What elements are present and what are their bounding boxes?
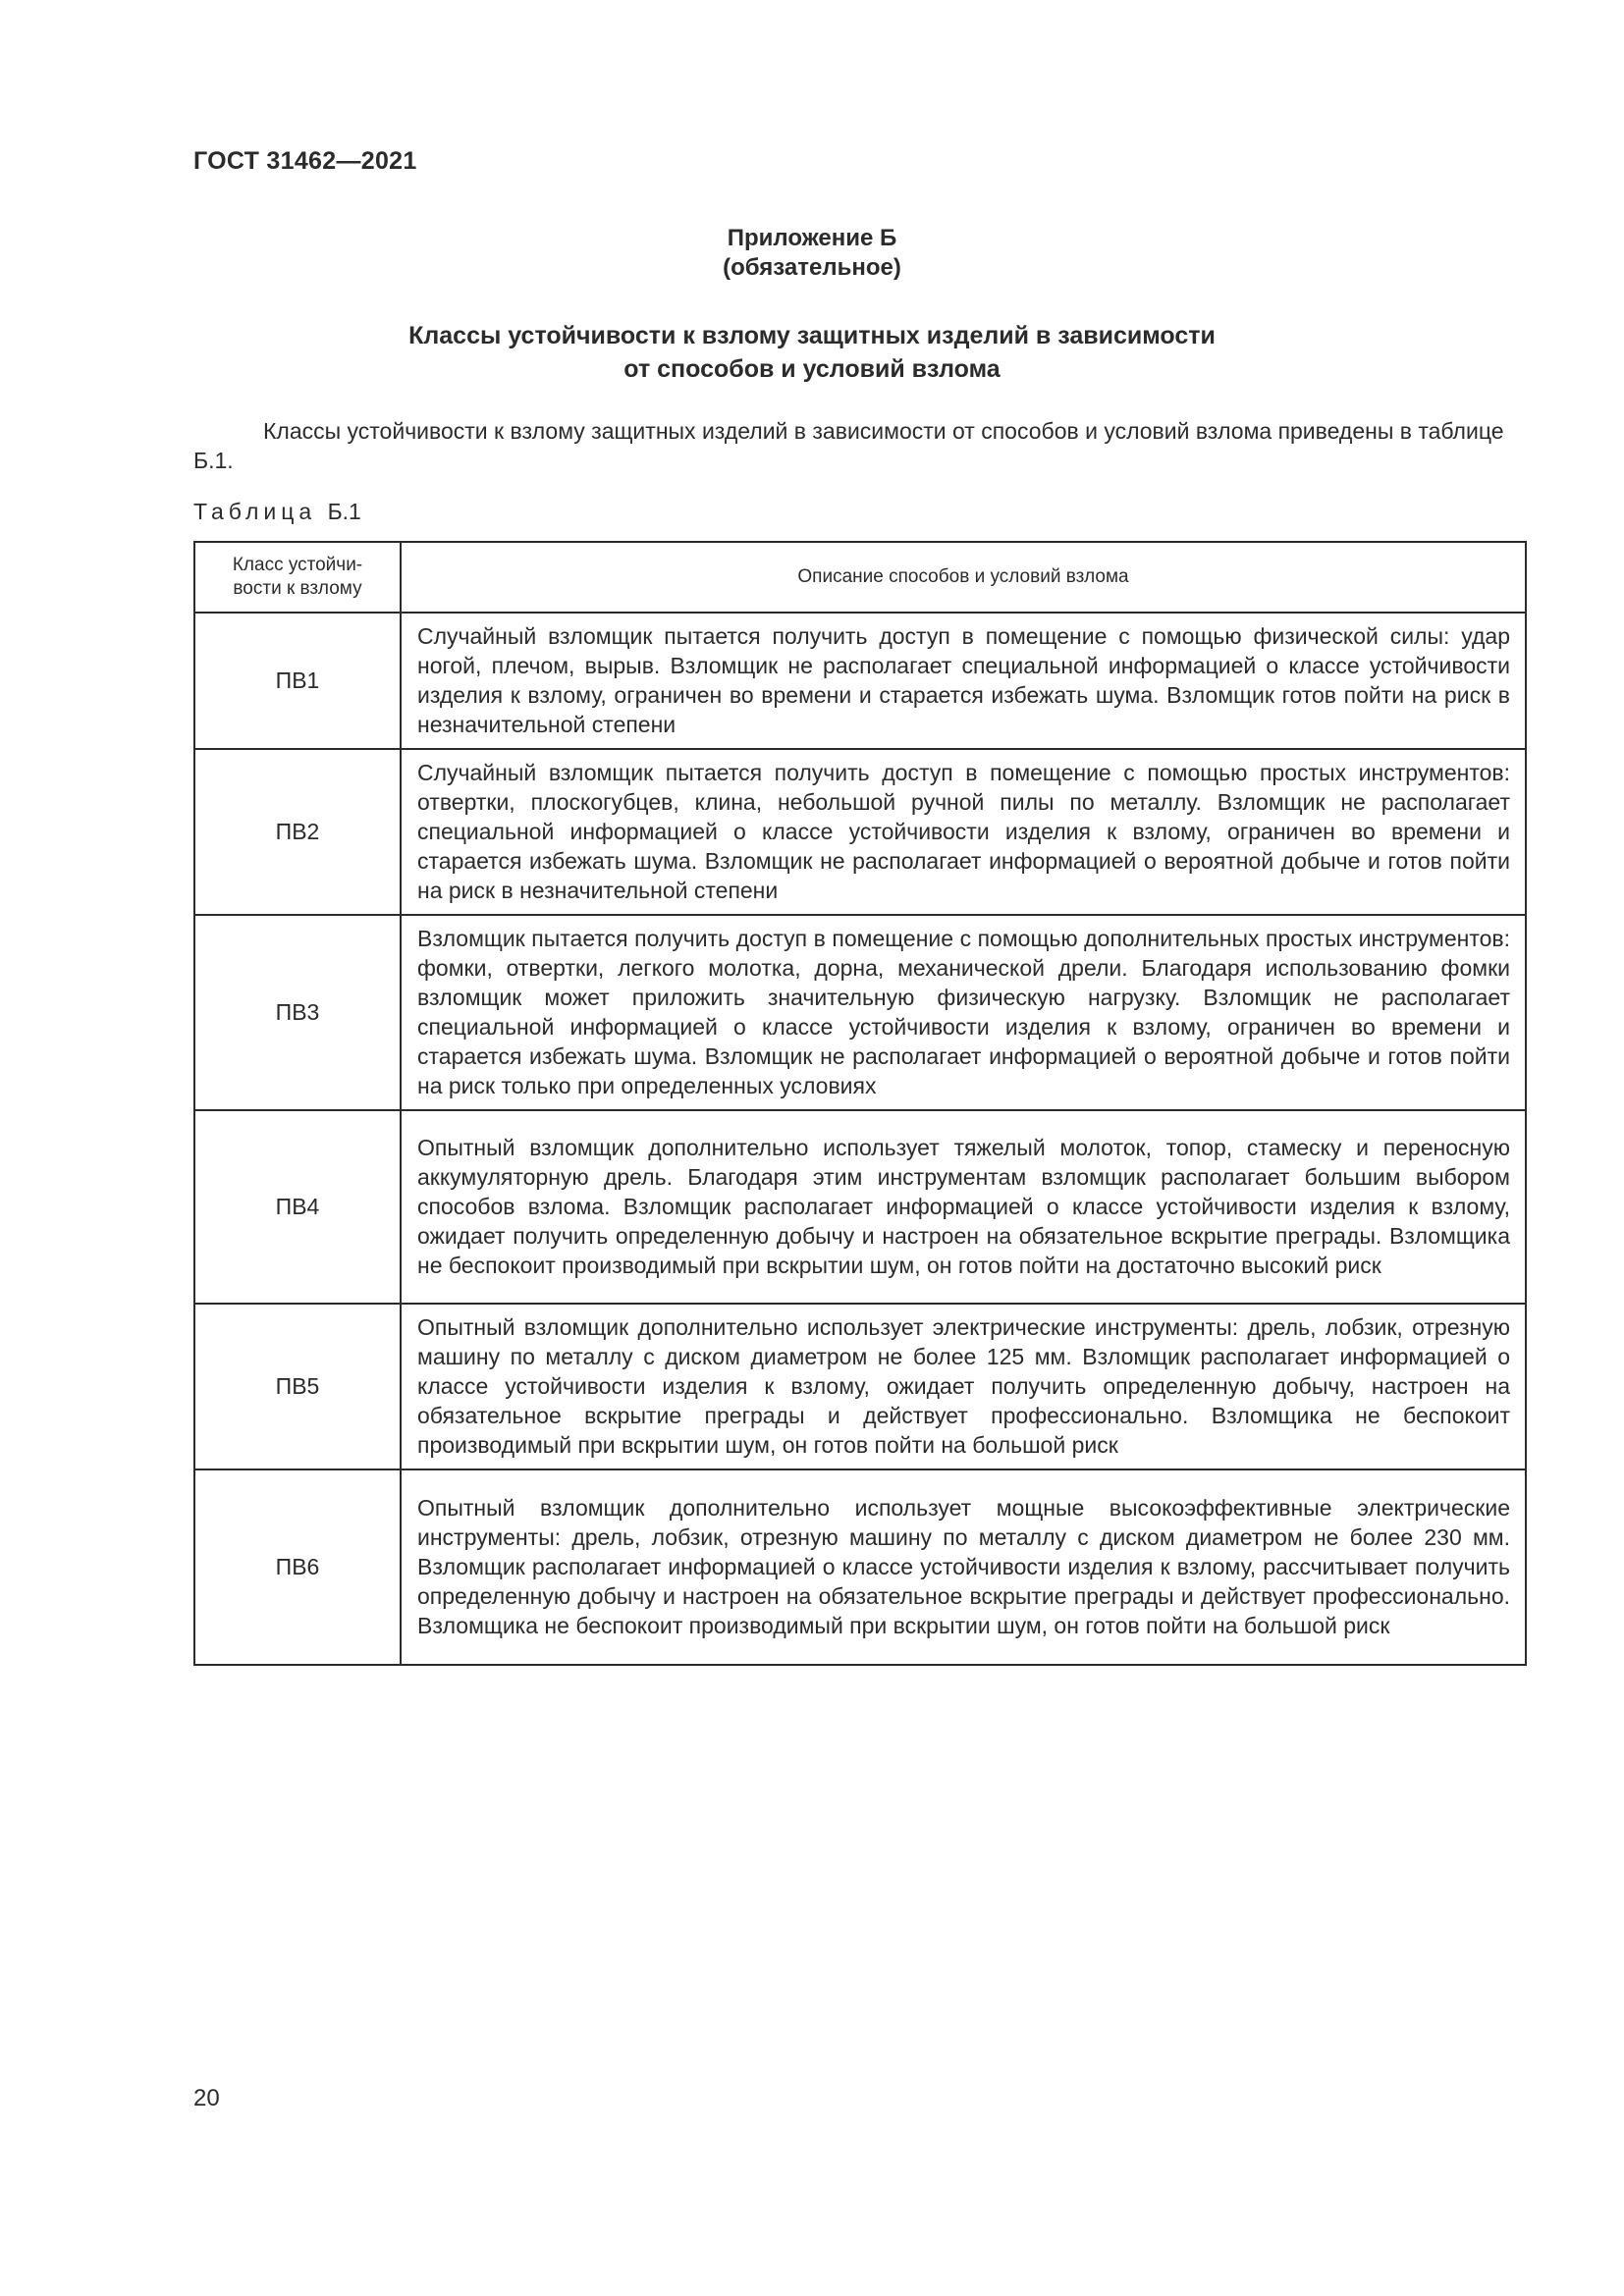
description-cell: Взломщик пытается получить доступ в помещение с помощью дополнительных простых инструментов: фомки, отвертки, легкого молотка, дорна, механической дрели. Благодаря использованию фомки взломщик может приложить значительную физическую нагрузку. Взломщик не располагает специальной информацией о классе устойчивости изделия к взлому, ограничен во времени и старается избежать шума. Взломщик не располагает информацией о вероятной добыче и готов пойти на риск только при определенных условиях <box>401 915 1526 1110</box>
table-row <box>194 915 1526 1110</box>
header-class-line-1: Класс устойчи- <box>232 555 363 575</box>
description-cell: Случайный взломщик пытается получить доступ в помещение с помощью физической силы: удар ногой, плечом, вырыв. Взломщик не располагает специальной информацией о классе устойчивости изделия к взлому, ограничен во времени и старается избежать шума. Взломщик готов пойти на риск в незначительной степени <box>401 613 1526 749</box>
appendix-title: Приложение Б <box>727 225 897 251</box>
class-cell: ПВ1 <box>194 613 401 749</box>
description-cell: Опытный взломщик дополнительно использует мощные высокоэффективные электрические инструменты: дрель, лобзик, отрезную машину по металлу с диском диаметром не более 230 мм. Взломщик располагает информацией о классе устойчивости изделия к взлому, рассчитывает получить определенную добычу и настроен на обязательное вскрытие преграды и действует профессионально. Взломщика не беспокоит производимый при вскрытии шум, он готов пойти на большой риск <box>401 1469 1526 1665</box>
document-code: ГОСТ 31462—2021 <box>193 147 417 175</box>
table-row <box>194 613 1526 749</box>
class-cell: ПВ3 <box>194 915 401 1110</box>
burglary-resistance-table <box>193 541 1527 1666</box>
table-row <box>194 1469 1526 1665</box>
table-row <box>194 1304 1526 1469</box>
table-row <box>194 1110 1526 1304</box>
intro-paragraph: Классы устойчивости к взлому защитных изделий в зависимости от способов и условий взлома приведены в таблице Б.1. <box>193 418 1504 473</box>
header-description: Описание способов и условий взлома <box>401 542 1526 613</box>
header-class-line-2: вости к взлому <box>233 578 362 599</box>
class-cell: ПВ2 <box>194 749 401 915</box>
class-cell: ПВ4 <box>194 1110 401 1304</box>
section-title <box>0 319 1624 386</box>
class-cell: ПВ5 <box>194 1304 401 1469</box>
description-cell: Опытный взломщик дополнительно использует электрические инструменты: дрель, лобзик, отрезную машину по металлу с диском диаметром не более 125 мм. Взломщик располагает информацией о классе устойчивости изделия к взлому, ожидает получить определенную добычу, настроен на обязательное вскрытие преграды и действует профессионально. Взломщика не беспокоит производимый при вскрытии шум, он готов пойти на большой риск <box>401 1304 1526 1469</box>
table-caption-number: Б.1 <box>327 499 361 524</box>
table-header-row <box>194 542 1526 613</box>
class-cell: ПВ6 <box>194 1469 401 1665</box>
appendix-status: (обязательное) <box>723 254 901 281</box>
table-caption-word: Таблица <box>193 499 317 524</box>
description-cell: Случайный взломщик пытается получить доступ в помещение с помощью простых инструментов: отвертки, плоскогубцев, клина, небольшой ручной пилы по металлу. Взломщик не располагает специальной информацией о классе устойчивости изделия к взлому, ограничен во времени и старается избежать шума. Взломщик не располагает информацией о вероятной добыче и готов пойти на риск в незначительной степени <box>401 749 1526 915</box>
header-class <box>194 542 401 613</box>
section-title-line-2: от способов и условий взлома <box>623 355 1001 383</box>
table-row <box>194 749 1526 915</box>
table-caption <box>193 499 361 525</box>
description-cell: Опытный взломщик дополнительно использует тяжелый молоток, топор, стамеску и переносную аккумуляторную дрель. Благодаря этим инструментам взломщик располагает большим выбором способов взлома. Взломщик располагает информацией о классе устойчивости изделия к взлому, ожидает получить определенную добычу и настроен на обязательное вскрытие преграды. Взломщика не беспокоит производимый при вскрытии шум, он готов пойти на достаточно высокий риск <box>401 1110 1526 1304</box>
page-number: 20 <box>193 2085 220 2111</box>
appendix-heading <box>0 224 1624 283</box>
section-title-line-1: Классы устойчивости к взлому защитных изделий в зависимости <box>408 322 1216 349</box>
